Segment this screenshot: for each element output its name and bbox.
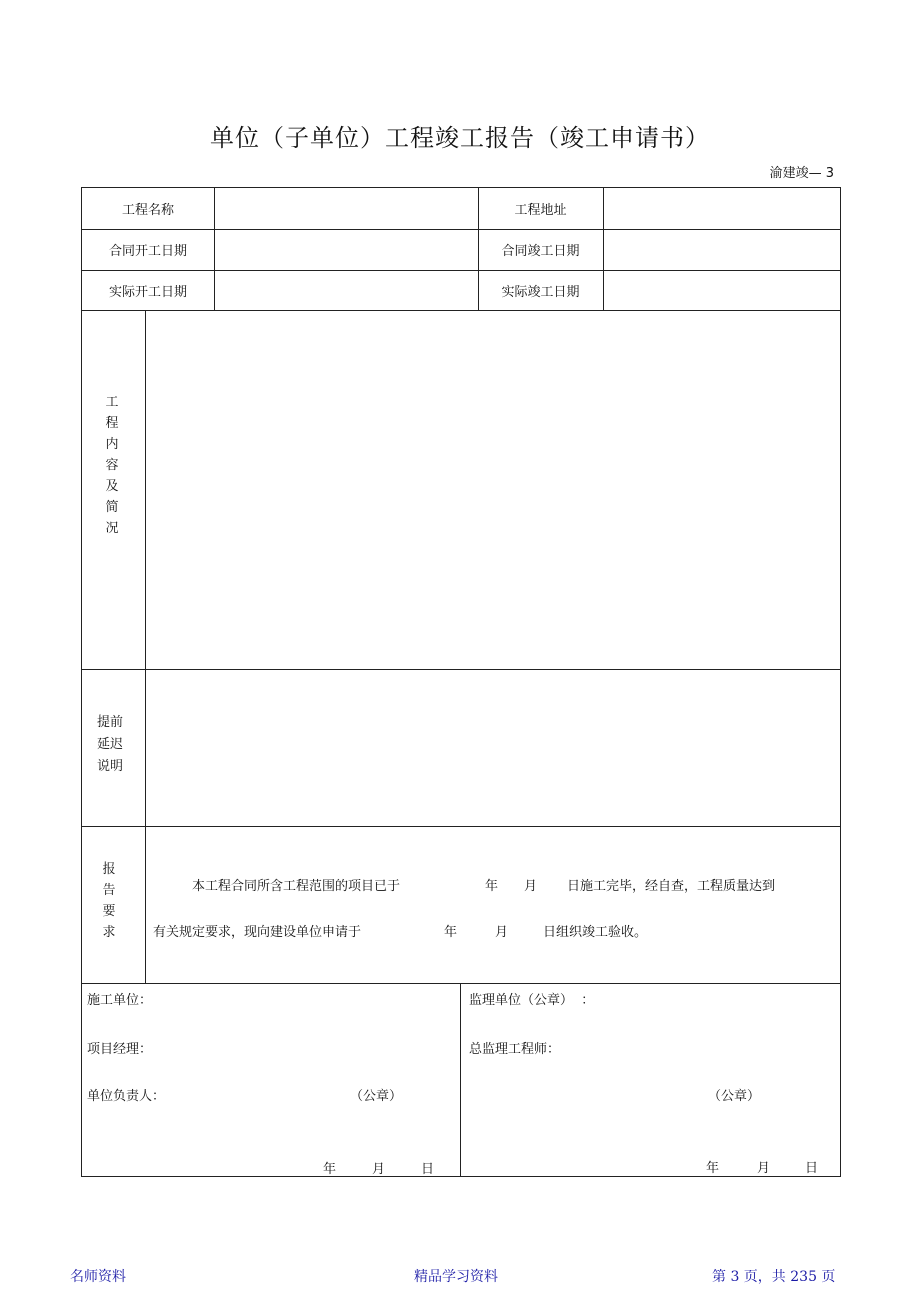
content-field[interactable] bbox=[146, 311, 840, 669]
supervision-year: 年 bbox=[706, 1161, 720, 1176]
construction-month: 月 bbox=[372, 1162, 386, 1177]
construction-unit-label: 施工单位： bbox=[87, 993, 153, 1008]
report-line2-a: 有关规定要求，现向建设单位申请于 bbox=[153, 925, 362, 940]
report-line1-b: 日施工完毕，经自查，工程质量达到 bbox=[567, 879, 776, 894]
form-code: 渝建竣— 3 bbox=[769, 166, 834, 181]
project-manager-label: 项目经理： bbox=[87, 1042, 153, 1057]
row-divider bbox=[82, 983, 840, 984]
footer-center: 精品学习资料 bbox=[414, 1269, 498, 1285]
construction-year: 年 bbox=[323, 1162, 337, 1177]
project-name-field[interactable] bbox=[214, 188, 478, 229]
page-title: 单位（子单位）工程竣工报告（竣工申请书） bbox=[210, 124, 710, 152]
footer-page-number: 第 3 页，共 235 页 bbox=[712, 1269, 836, 1285]
report-form bbox=[81, 187, 841, 1177]
contract-start-field[interactable] bbox=[214, 229, 478, 270]
actual-start-field[interactable] bbox=[214, 270, 478, 310]
content-label: 工 程 内 容 及 简 况 bbox=[105, 395, 119, 536]
report-label: 报 告 要 求 bbox=[102, 862, 116, 940]
construction-seal: （公章） bbox=[350, 1089, 403, 1104]
contract-start-label: 合同开工日期 bbox=[108, 244, 187, 259]
actual-end-label: 实际竣工日期 bbox=[501, 284, 580, 300]
delay-label: 提前 延迟 说明 bbox=[96, 715, 123, 774]
report-line2-b: 日组织竣工验收。 bbox=[543, 925, 648, 940]
contract-end-label: 合同竣工日期 bbox=[501, 244, 580, 259]
report-line2-month: 月 bbox=[495, 925, 509, 940]
supervision-month: 月 bbox=[757, 1161, 771, 1176]
report-line1-year: 年 bbox=[485, 879, 499, 894]
col-divider bbox=[460, 983, 461, 1177]
report-line2-year: 年 bbox=[444, 925, 458, 940]
project-address-field[interactable] bbox=[603, 188, 840, 229]
actual-end-field[interactable] bbox=[603, 270, 840, 310]
footer-left: 名师资料 bbox=[70, 1269, 126, 1285]
project-address-label: 工程地址 bbox=[514, 203, 567, 218]
supervision-seal: （公章） bbox=[708, 1089, 761, 1104]
actual-start-label: 实际开工日期 bbox=[108, 284, 187, 300]
project-name-label: 工程名称 bbox=[121, 203, 174, 218]
row-divider bbox=[82, 826, 840, 827]
chief-engineer-label: 总监理工程师： bbox=[469, 1042, 561, 1057]
delay-field[interactable] bbox=[146, 670, 840, 826]
construction-day: 日 bbox=[421, 1162, 435, 1177]
supervision-unit-label: 监理单位（公章） ： bbox=[469, 993, 595, 1008]
contract-end-field[interactable] bbox=[603, 229, 840, 270]
supervision-day: 日 bbox=[805, 1161, 819, 1176]
report-line1-month: 月 bbox=[524, 879, 538, 894]
report-line1-a: 本工程合同所含工程范围的项目已于 bbox=[192, 879, 401, 894]
unit-head-label: 单位负责人： bbox=[87, 1089, 166, 1104]
